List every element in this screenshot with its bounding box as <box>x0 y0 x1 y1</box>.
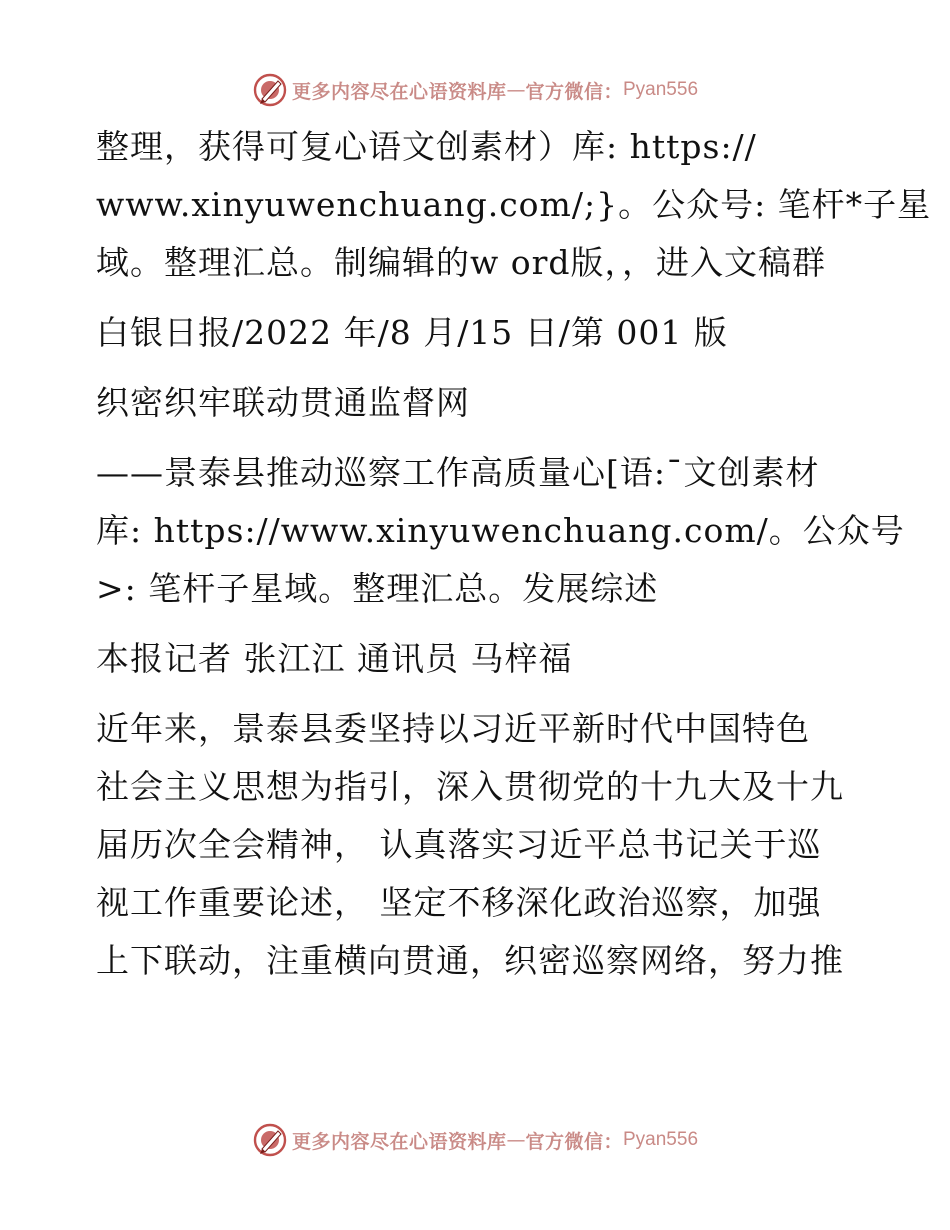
watermark-title: 更多内容尽在心语资料库 <box>291 1130 507 1153</box>
pen-logo-icon <box>252 1122 288 1158</box>
footer-watermark <box>0 1118 950 1162</box>
watermark-wechat-label: 官方微信： <box>525 80 623 103</box>
article-subtitle: >: 笔杆子星域。整理汇总。发展综述 <box>96 569 659 608</box>
watermark-dash: — <box>506 79 526 101</box>
text-line: 整理，获得可复心语文创素材）库: https:// <box>96 127 757 166</box>
document-body <box>96 125 932 983</box>
paragraph-line: 社会主义思想为指引，深入贯彻党的十九大及十九 <box>96 767 844 806</box>
article-subtitle: 库: https://www.xinyuwenchuang.com/。公众号 <box>96 511 905 550</box>
paragraph-line: 届历次全会精神， 认真落实习近平总书记关于巡 <box>96 825 822 864</box>
header-watermark <box>0 68 950 112</box>
paragraph-line: 视工作重要论述， 坚定不移深化政治巡察，加强 <box>96 883 822 922</box>
pen-logo-icon <box>252 72 288 108</box>
text-line: 域。整理汇总。制编辑的w ord版，，进入文稿群 <box>96 243 827 282</box>
publication-line: 白银日报/2022 年/8 月/15 日/第 001 版 <box>96 313 728 352</box>
byline: 本报记者 张江江 通讯员 马梓福 <box>96 639 573 678</box>
paragraph-line: 近年来，景泰县委坚持以习近平新时代中国特色 <box>96 709 810 748</box>
watermark-dash: — <box>506 1129 526 1151</box>
paragraph-line: 上下联动，注重横向贯通，织密巡察网络，努力推 <box>96 941 844 980</box>
article-subtitle: ——景泰县推动巡察工作高质量心[语:¯文创素材 <box>96 453 820 492</box>
watermark-wechat-label: 官方微信： <box>525 1130 623 1153</box>
article-title: 织密织牢联动贯通监督网 <box>96 383 470 422</box>
watermark-wechat-id: Pyan556 <box>623 1129 699 1150</box>
text-line: www.xinyuwenchuang.com/;}。公众号: 笔杆*子星 <box>96 185 932 224</box>
watermark-title: 更多内容尽在心语资料库 <box>291 80 507 103</box>
watermark-wechat-id: Pyan556 <box>623 79 699 100</box>
